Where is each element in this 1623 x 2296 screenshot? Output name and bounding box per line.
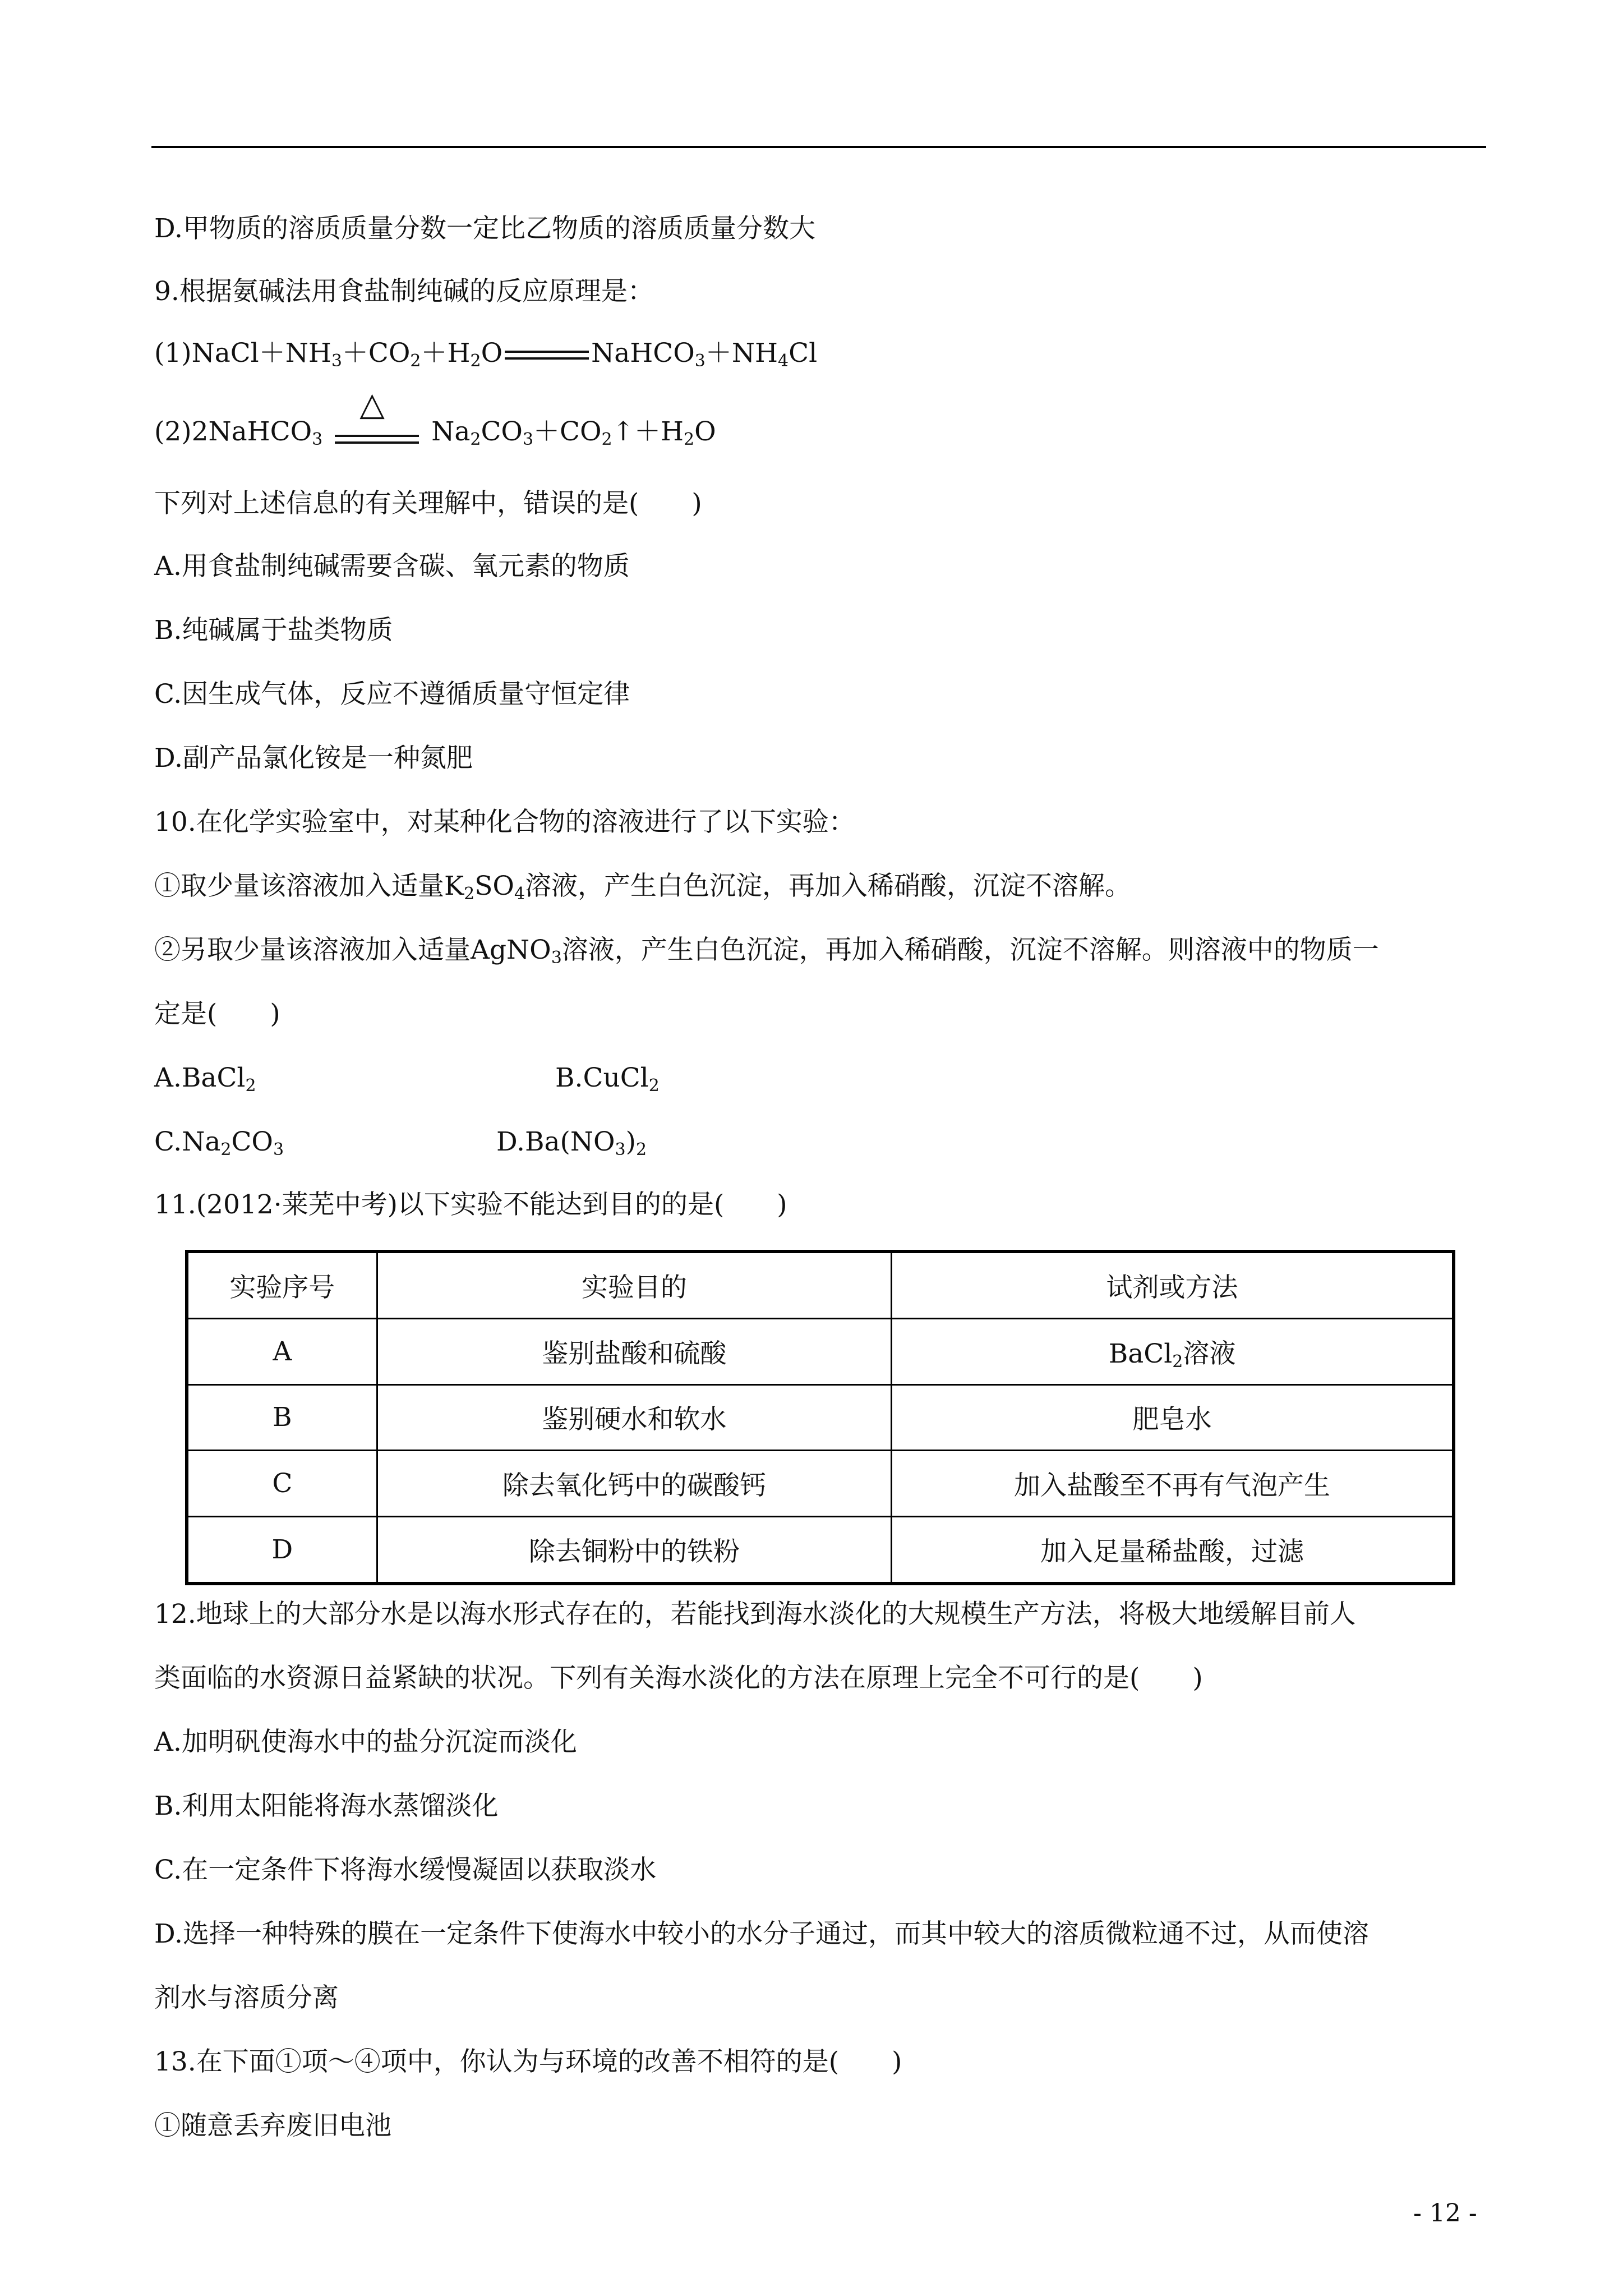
question-9-stem: 下列对上述信息的有关理解中，错误的是( ): [154, 488, 702, 519]
table-row: [187, 1516, 1454, 1584]
item-1-q13: ①随意丢弃废旧电池: [154, 2110, 391, 2141]
table-cell-goal: 除去铜粉中的铁粉: [377, 1516, 891, 1584]
table-row: [187, 1384, 1454, 1450]
experiment-1: ①取少量该溶液加入适量$K_2SO_4$溶液，产生白色沉淀，再加入稀硝酸，沉淀不溶解。: [154, 871, 1132, 904]
table-cell-id: D: [187, 1516, 377, 1584]
table-header-cell: 实验目的: [377, 1251, 891, 1319]
table-cell-id: A: [187, 1319, 377, 1384]
table-cell-method: 加入足量稀盐酸，过滤: [892, 1516, 1454, 1584]
table-cell-goal: 鉴别硬水和软水: [377, 1384, 891, 1450]
question-12-cont: 类面临的水资源日益紧缺的状况。下列有关海水淡化的方法在原理上完全不可行的是( ): [154, 1663, 1203, 1694]
table-cell-id: C: [187, 1451, 377, 1516]
question-13: 13.在下面①项～④项中，你认为与环境的改善不相符的是( ): [154, 2046, 902, 2077]
table-cell-id: B: [187, 1384, 377, 1450]
equation-2: (2)2NaHCO$_3$ △ $Na_2CO_3+CO_2↑+H_2O$: [154, 385, 716, 449]
experiment-table: [185, 1250, 1455, 1585]
table-cell-goal: 除去氧化钙中的碳酸钙: [377, 1451, 891, 1516]
table-header-cell: 试剂或方法: [892, 1251, 1454, 1319]
table-header-row: [187, 1251, 1454, 1319]
option-a-q9: A.用食盐制纯碱需要含碳、氧元素的物质: [154, 551, 630, 582]
table-cell-method: BaCl$_2$溶液: [892, 1319, 1454, 1384]
heat-condition-sign: △: [335, 417, 419, 450]
option-d-q12: D.选择一种特殊的膜在一定条件下使海水中较小的水分子通过，而其中较大的溶质微粒通不过，从而使溶: [154, 1918, 1369, 1949]
experiment-2: ②另取少量该溶液加入适量AgNO$_3$溶液，产生白色沉淀，再加入稀硝酸，沉淀不溶解。则溶液中的物质一: [154, 935, 1379, 968]
table-header-cell: 实验序号: [187, 1251, 377, 1319]
question-10-stem-end: 定是( ): [154, 999, 280, 1029]
table-row: [187, 1451, 1454, 1516]
option-d-q10: $D.Ba(NO_3)_2$: [496, 1126, 647, 1159]
option-a-q10: A.BaCl$_2$: [154, 1062, 256, 1096]
option-d-q12-cont: 剂水与溶质分离: [154, 1982, 339, 2013]
page-number: - 12 -: [1413, 2199, 1477, 2228]
option-c-q12: C.在一定条件下将海水缓慢凝固以获取淡水: [154, 1855, 657, 1885]
table-cell-goal: 鉴别盐酸和硫酸: [377, 1319, 891, 1384]
option-d-q8: D.甲物质的溶质质量分数一定比乙物质的溶质质量分数大: [154, 213, 815, 244]
question-10: 10.在化学实验室中，对某种化合物的溶液进行了以下实验：: [154, 807, 855, 838]
equation-1: $(1)NaCl+NH_3+CO_2+H_2O$ $NaHCO_3+NH_4Cl$: [154, 338, 818, 371]
option-c-q9: C.因生成气体，反应不遵循质量守恒定律: [154, 679, 630, 710]
option-c-q10: $C.Na_2CO_3$: [154, 1126, 284, 1159]
option-b-q12: B.利用太阳能将海水蒸馏淡化: [154, 1791, 499, 1821]
question-11: 11.(2012·莱芜中考)以下实验不能达到目的的是( ): [154, 1189, 787, 1220]
question-12: 12.地球上的大部分水是以海水形式存在的，若能找到海水淡化的大规模生产方法，将极大地缓解目前人: [154, 1599, 1356, 1630]
table-row: [187, 1319, 1454, 1384]
option-b-q9: B.纯碱属于盐类物质: [154, 615, 393, 646]
question-9: 9.根据氨碱法用食盐制纯碱的反应原理是：: [154, 276, 654, 307]
table-cell-method: 肥皂水: [892, 1384, 1454, 1450]
header-rule: [151, 146, 1486, 148]
option-b-q10: B.CuCl$_2$: [555, 1062, 660, 1096]
option-d-q9: D.副产品氯化铵是一种氮肥: [154, 743, 473, 774]
equals-sign: [505, 349, 589, 361]
option-a-q12: A.加明矾使海水中的盐分沉淀而淡化: [154, 1727, 577, 1757]
table-cell-method: 加入盐酸至不再有气泡产生: [892, 1451, 1454, 1516]
